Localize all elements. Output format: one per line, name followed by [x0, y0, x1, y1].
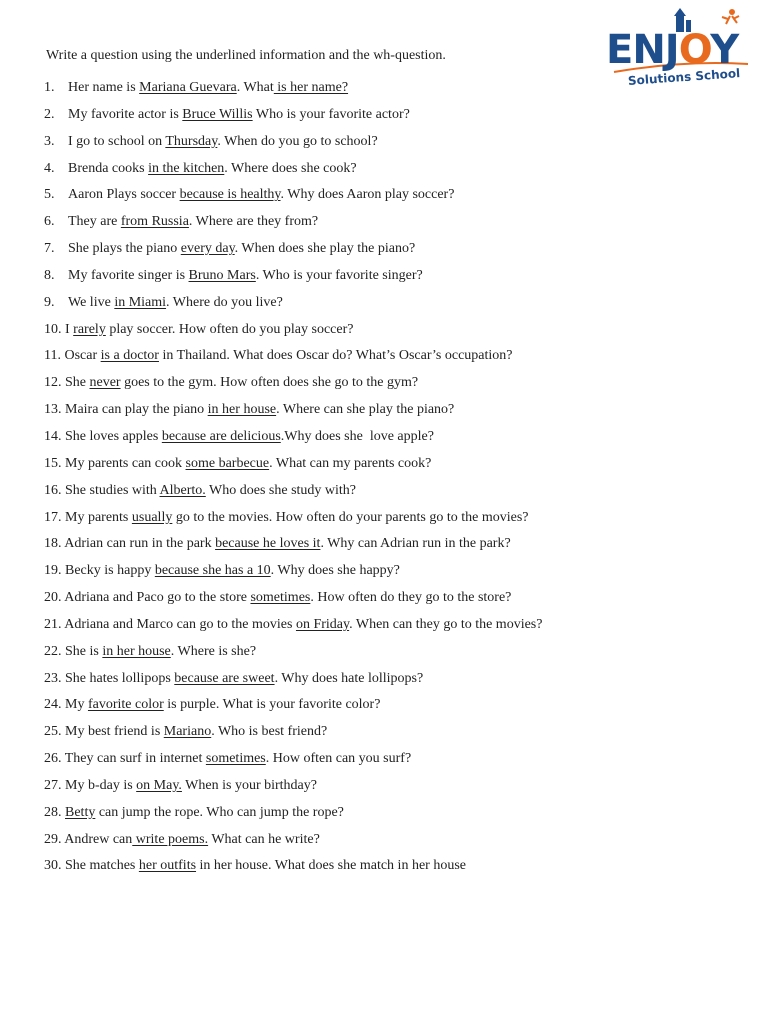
underlined-info: rarely	[73, 321, 106, 337]
question-number: 15.	[44, 455, 62, 471]
sentence-text: Brenda cooks	[68, 160, 149, 176]
question-number: 16.	[44, 482, 62, 498]
question-item	[44, 186, 542, 213]
logo-wordmark: ENJOY	[606, 27, 739, 73]
sentence-text: Who does she study with?	[205, 482, 357, 498]
underlined-info: Mariano	[163, 724, 212, 740]
sentence-text: . Where are they from?	[188, 214, 319, 230]
question-item	[44, 804, 542, 831]
sentence-text: .Why does she love apple?	[280, 428, 434, 444]
question-number: 9.	[44, 294, 55, 310]
sentence-text: Aaron Plays soccer	[68, 187, 180, 203]
sentence-text: We live	[68, 294, 115, 310]
underlined-info: is her name?	[273, 80, 349, 95]
question-item	[44, 160, 542, 187]
question-number: 6.	[44, 214, 55, 230]
sentence-text: She hates lollipops	[65, 670, 175, 686]
underlined-info: Bruce Willis	[182, 106, 253, 122]
sentence-text: Andrew can	[64, 831, 133, 847]
question-item	[44, 455, 542, 482]
sentence-text: She plays the piano	[68, 241, 181, 257]
question-number: 27.	[44, 777, 62, 793]
question-number: 7.	[44, 241, 55, 257]
sentence-text: They are	[68, 214, 121, 230]
sentence-text: . What can my parents cook?	[269, 455, 432, 471]
question-item	[44, 294, 542, 321]
sentence-text: My favorite actor is	[68, 106, 183, 122]
question-item	[44, 643, 542, 670]
sentence-text: I go to school on	[68, 133, 166, 149]
question-item	[44, 562, 542, 589]
sentence-text: What can he write?	[208, 831, 320, 847]
question-number: 25.	[44, 724, 62, 740]
underlined-info: Mariana Guevara	[139, 80, 237, 95]
underlined-info: every day	[180, 241, 235, 257]
question-number: 26.	[44, 751, 62, 767]
underlined-info: because are delicious	[161, 428, 281, 444]
sentence-text: . Where is she?	[170, 643, 257, 659]
underlined-info: usually	[131, 509, 173, 525]
question-number: 12.	[44, 375, 62, 391]
question-number: 19.	[44, 563, 62, 579]
question-number: 1.	[44, 80, 55, 95]
sentence-text: . When can they go to the movies?	[349, 616, 543, 632]
sentence-text: She loves apples	[65, 428, 162, 444]
question-number: 22.	[44, 643, 62, 659]
underlined-info: Bruno Mars	[188, 267, 256, 283]
sentence-text: Adriana and Marco can go to the movies	[64, 616, 296, 632]
underlined-info: some barbecue	[185, 455, 270, 471]
sentence-text: Her name is	[68, 80, 140, 95]
sentence-text: . Why can Adrian run in the park?	[320, 536, 511, 552]
sentence-text: My favorite singer is	[68, 267, 189, 283]
question-number: 13.	[44, 402, 62, 418]
sentence-text: goes to the gym. How often does she go to the gym?	[120, 375, 419, 391]
sentence-text: . How often do they go to the store?	[310, 590, 512, 606]
sentence-text: My parents	[65, 509, 132, 525]
underlined-info: Thursday	[165, 133, 218, 149]
question-item	[44, 374, 542, 401]
sentence-text: . Where can she play the piano?	[276, 402, 455, 418]
underlined-info: on Friday	[295, 616, 350, 632]
sentence-text: is purple. What is your favorite color?	[163, 697, 381, 713]
sentence-text: . Where do you live?	[166, 294, 283, 310]
question-item	[44, 535, 542, 562]
question-number: 8.	[44, 267, 55, 283]
question-item	[44, 240, 542, 267]
sentence-text: . Who is your favorite singer?	[255, 267, 423, 283]
underlined-info: in the kitchen	[148, 160, 225, 176]
sentence-text: . When do you go to school?	[217, 133, 378, 149]
sentence-text: can jump the rope. Who can jump the rope?	[95, 804, 344, 820]
question-item	[44, 723, 542, 750]
question-item	[44, 347, 542, 374]
sentence-text: My best friend is	[65, 724, 164, 740]
question-number: 24.	[44, 697, 62, 713]
underlined-info: her outfits	[138, 858, 197, 874]
sentence-text: My parents can cook	[65, 455, 186, 471]
underlined-info: because is healthy	[179, 187, 281, 203]
question-item	[44, 133, 542, 160]
question-item	[44, 213, 542, 240]
underlined-info: because he loves it	[215, 536, 321, 552]
underlined-info: favorite color	[87, 697, 164, 713]
sentence-text: She studies with	[65, 482, 160, 498]
logo-subtitle: Solutions School	[627, 66, 741, 88]
question-number: 20.	[44, 590, 62, 606]
underlined-info: in Miami	[114, 294, 167, 310]
question-item	[44, 696, 542, 723]
underlined-info: because she has a 10	[154, 563, 271, 579]
question-item	[44, 401, 542, 428]
instructions-text: Write a question using the underlined information and the wh-question.	[46, 48, 446, 63]
question-item	[44, 777, 542, 804]
question-number: 10.	[44, 321, 62, 337]
sentence-text: . Where does she cook?	[224, 160, 357, 176]
sentence-text: Adrian can run in the park	[64, 536, 216, 552]
underlined-info: is a doctor	[100, 348, 159, 364]
question-number: 4.	[44, 160, 55, 176]
underlined-info: in her house	[102, 643, 171, 659]
sentence-text: I	[65, 321, 74, 337]
question-number: 29.	[44, 831, 62, 847]
question-item	[44, 589, 542, 616]
question-number: 17.	[44, 509, 62, 525]
underlined-info: write poems.	[132, 831, 209, 847]
sentence-text: She	[65, 375, 90, 391]
underlined-info: on May.	[136, 777, 182, 793]
underlined-info: never	[89, 375, 121, 391]
sentence-text: . Who is best friend?	[211, 724, 328, 740]
sentence-text: Adriana and Paco go to the store	[64, 590, 251, 606]
question-item	[44, 321, 542, 348]
question-item	[44, 831, 542, 858]
question-item	[44, 428, 542, 455]
sentence-text: Becky is happy	[65, 563, 155, 579]
sentence-text: My	[65, 697, 88, 713]
question-item	[44, 267, 542, 294]
sentence-text: . Why does Aaron play soccer?	[280, 187, 455, 203]
sentence-text: go to the movies. How often do your parents go to the movies?	[172, 509, 529, 525]
question-list	[44, 79, 542, 884]
underlined-info: because are sweet	[174, 670, 275, 686]
sentence-text: play soccer. How often do you play soccer?	[105, 321, 354, 337]
sentence-text: in her house. What does she match in her house	[196, 858, 466, 874]
question-item	[44, 750, 542, 777]
question-number: 18.	[44, 536, 62, 552]
underlined-info: sometimes	[250, 590, 311, 606]
sentence-text: . Why does she happy?	[270, 563, 400, 579]
question-item	[44, 79, 542, 106]
underlined-info: in her house	[207, 402, 277, 418]
sentence-text: Who is your favorite actor?	[252, 106, 410, 122]
sentence-text: My b-day is	[65, 777, 137, 793]
question-number: 2.	[44, 106, 55, 122]
underlined-info: from Russia	[120, 214, 189, 230]
sentence-text: Oscar	[64, 348, 101, 364]
question-item	[44, 616, 542, 643]
sentence-text: When is your birthday?	[181, 777, 317, 793]
sentence-text: She is	[65, 643, 103, 659]
question-number: 14.	[44, 428, 62, 444]
sentence-text: Maira can play the piano	[65, 402, 208, 418]
question-number: 28.	[44, 804, 62, 820]
question-number: 5.	[44, 187, 55, 203]
question-number: 30.	[44, 858, 62, 874]
sentence-text: . How often can you surf?	[265, 751, 412, 767]
sentence-text: She matches	[65, 858, 139, 874]
question-item	[44, 482, 542, 509]
question-item	[44, 106, 542, 133]
question-number: 23.	[44, 670, 62, 686]
question-item	[44, 509, 542, 536]
question-number: 11.	[44, 348, 61, 364]
question-item	[44, 670, 542, 697]
sentence-text: They can surf in internet	[64, 751, 206, 767]
school-logo	[604, 6, 752, 94]
underlined-info: Betty	[65, 804, 96, 820]
question-number: 3.	[44, 133, 55, 149]
sentence-text: . Why does hate lollipops?	[274, 670, 424, 686]
sentence-text: . When does she play the piano?	[234, 241, 416, 257]
underlined-info: Alberto.	[159, 482, 206, 498]
question-item	[44, 857, 542, 884]
sentence-text: in Thailand. What does Oscar do? What’s Oscar’s occupation?	[158, 348, 513, 364]
underlined-info: sometimes	[205, 751, 266, 767]
sentence-text: . What	[236, 80, 274, 95]
question-number: 21.	[44, 616, 62, 632]
